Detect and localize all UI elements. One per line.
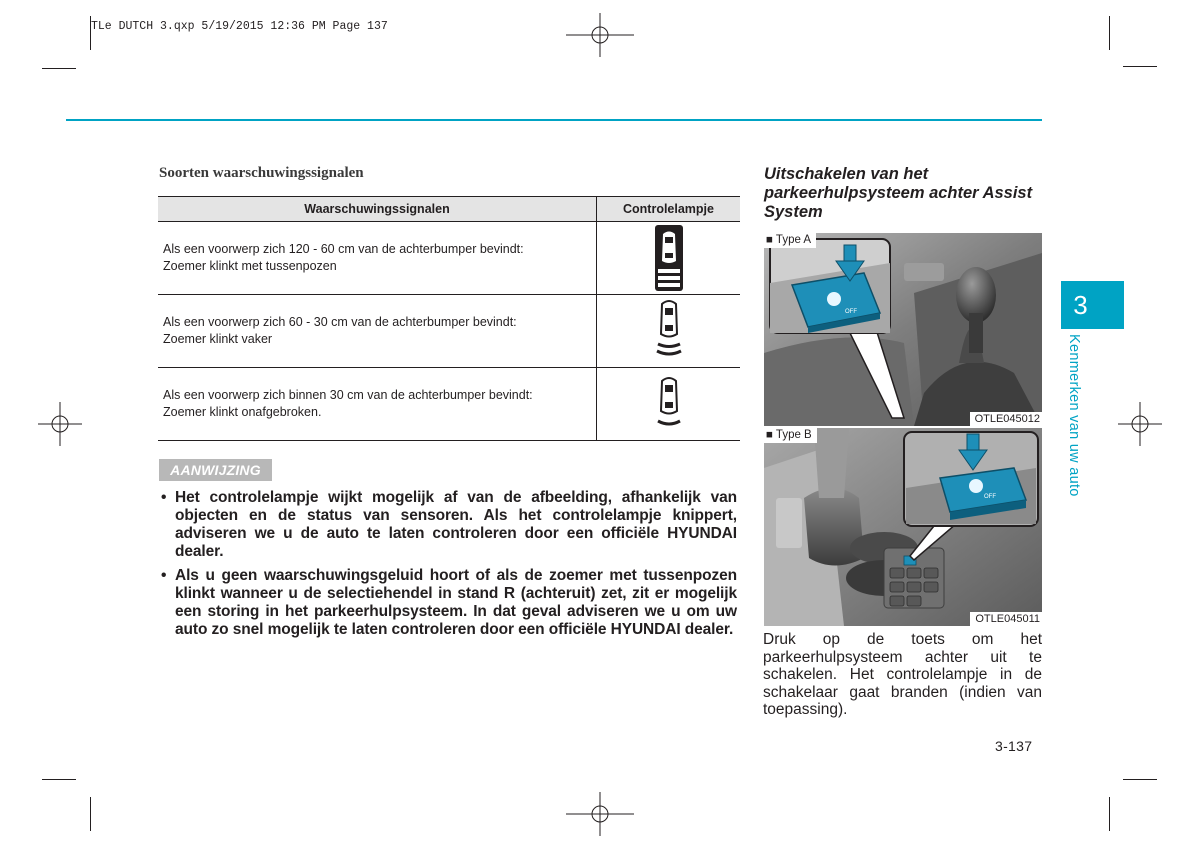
table-cell-signal bbox=[158, 368, 597, 441]
print-slug: TLe DUTCH 3.qxp 5/19/2015 12:36 PM Page 137 bbox=[91, 20, 388, 33]
table-header-row bbox=[158, 197, 740, 222]
table-header-signals: Waarschuwingssignalen bbox=[158, 197, 597, 222]
signal-buzzer: Zoemer klinkt onafgebroken. bbox=[163, 405, 322, 419]
crop-mark bbox=[1123, 779, 1157, 780]
figure-type-label: ■ Type A bbox=[764, 233, 816, 248]
car-rear-sensor-near-icon bbox=[655, 371, 683, 437]
signal-buzzer: Zoemer klinkt met tussenpozen bbox=[163, 259, 337, 273]
table-row bbox=[158, 295, 740, 368]
table-cell-signal bbox=[158, 295, 597, 368]
button-off-text: OFF bbox=[984, 494, 996, 500]
chapter-title: Kenmerken van uw auto bbox=[1066, 334, 1082, 497]
section-heading: Uitschakelen van het parkeerhulpsysteem achter Assist System bbox=[764, 165, 1033, 221]
chapter-number: 3 bbox=[1073, 289, 1088, 320]
button-off-text: OFF bbox=[845, 309, 857, 315]
crop-mark bbox=[1109, 797, 1110, 831]
console-illustration-b bbox=[764, 428, 1042, 626]
instruction-text: Druk op de toets om het parkeerhulpsysteem achter uit te schakelen. Het controlelampje in de schakelaar gaat branden (indien van toepassing). bbox=[763, 631, 1042, 718]
note-label: AANWIJZING bbox=[159, 459, 272, 481]
crop-mark bbox=[42, 68, 76, 69]
car-rear-sensor-mid-icon bbox=[655, 298, 683, 364]
figure-type-a bbox=[764, 233, 1042, 426]
table-cell-signal bbox=[158, 222, 597, 295]
signal-condition: Als een voorwerp zich 60 - 30 cm van de achterbumper bevindt: bbox=[163, 314, 517, 329]
car-rear-sensor-far-icon bbox=[655, 225, 683, 291]
header-rule bbox=[66, 119, 1042, 121]
crop-mark bbox=[42, 779, 76, 780]
console-illustration-a bbox=[764, 233, 1042, 426]
chapter-tab bbox=[1061, 281, 1124, 329]
table-row bbox=[158, 368, 740, 441]
page-number: 3-137 bbox=[995, 738, 1033, 754]
figure-type-b bbox=[764, 428, 1042, 626]
table-cell-indicator bbox=[597, 295, 741, 368]
crop-mark bbox=[90, 797, 91, 831]
warning-signals-table bbox=[158, 196, 740, 441]
figure-code: OTLE045011 bbox=[970, 612, 1042, 626]
registration-mark-icon bbox=[38, 402, 82, 446]
list-item: • Het controlelampje wijkt mogelijk af van de afbeelding, afhankelijk van objecten en de status van sensoren. Als het controlelampje knippert, adviseren we u de auto te laten controleren door een officiële HYUNDAI dealer. bbox=[159, 489, 737, 561]
signal-condition: Als een voorwerp zich binnen 30 cm van de achterbumper bevindt: bbox=[163, 387, 533, 402]
figure-type-label: ■ Type B bbox=[764, 428, 817, 443]
crop-mark bbox=[1123, 66, 1157, 67]
registration-mark-icon bbox=[1118, 402, 1162, 446]
note-list bbox=[159, 489, 737, 645]
list-item: • Als u geen waarschuwingsgeluid hoort of als de zoemer met tussenpozen klinkt wanneer u de selectiehendel in stand R (achteruit) zet, zit er mogelijk een storing in het parkeerhulpsysteem. In dat geval adviseren we u om uw auto zo snel mogelijk te laten controleren door een officiële HYUNDAI dealer. bbox=[159, 567, 737, 639]
figure-code: OTLE045012 bbox=[970, 412, 1042, 426]
section-title: Soorten waarschuwingssignalen bbox=[159, 165, 364, 181]
table-header-indicator: Controlelampje bbox=[597, 197, 741, 222]
signal-buzzer: Zoemer klinkt vaker bbox=[163, 332, 273, 346]
registration-mark-icon bbox=[566, 13, 634, 57]
signal-condition: Als een voorwerp zich 120 - 60 cm van de achterbumper bevindt: bbox=[163, 241, 524, 256]
table-cell-indicator bbox=[597, 222, 741, 295]
crop-mark bbox=[1109, 16, 1110, 50]
table-row bbox=[158, 222, 740, 295]
registration-mark-icon bbox=[566, 792, 634, 836]
table-cell-indicator bbox=[597, 368, 741, 441]
